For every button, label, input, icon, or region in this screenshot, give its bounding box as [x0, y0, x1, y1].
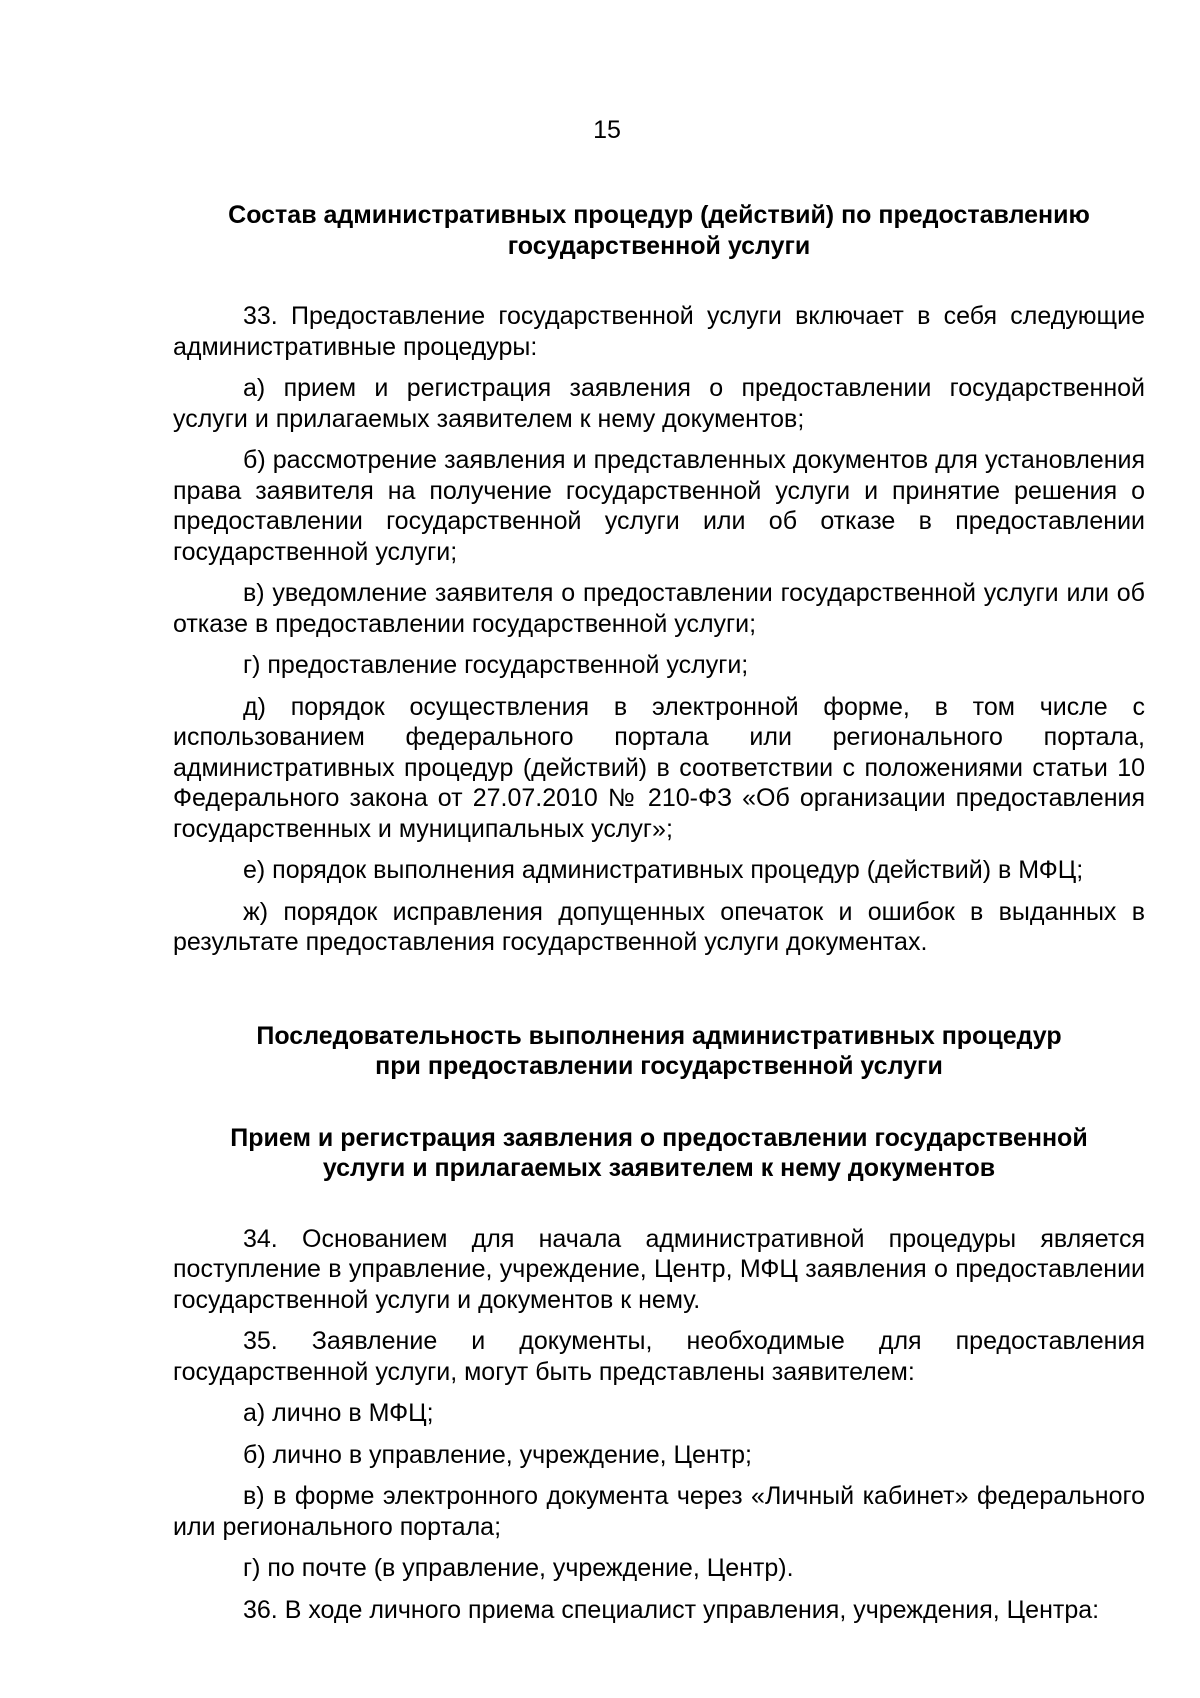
list-item-a: а) прием и регистрация заявления о предоставлении государственной услуги и прилагаемых заявителем к нему документов; — [173, 374, 1145, 433]
document-body — [173, 200, 1145, 1636]
spacer — [173, 261, 1145, 301]
paragraph-35: 35. Заявление и документы, необходимые для предоставления государственной услуги, могут быть представлены заявителем: — [173, 1327, 1145, 1386]
list-item-a: а) лично в МФЦ; — [243, 1399, 434, 1427]
list-item-b: б) рассмотрение заявления и представленных документов для установления права заявителя на получение государственной услуги и принятие решения о предоставлении государственной услуги или об отказе в предоставлении государственной услуги; — [173, 446, 1145, 566]
paragraph-36: 36. В ходе личного приема специалист управления, учреждения, Центра: — [243, 1595, 1100, 1624]
heading-line: Состав административных процедур (действий) по предоставлению — [228, 201, 1090, 229]
list-item-v: в) в форме электронного документа через «Личный кабинет» федерального или регионального портала; — [173, 1482, 1145, 1541]
page-number: 15 — [593, 116, 621, 144]
section-heading-reception — [173, 1123, 1145, 1184]
heading-line: услуги и прилагаемых заявителем к нему документов — [322, 1154, 996, 1182]
paragraph-34: 34. Основанием для начала административной процедуры является поступление в управление, учреждение, Центр, МФЦ заявления о предоставлении государственной услуги и документов к нему. — [173, 1224, 1145, 1314]
heading-line: государственной услуги — [507, 231, 811, 260]
paragraph-33: 33. Предоставление государственной услуги включает в себя следующие административные процедуры: — [173, 302, 1145, 361]
section-heading-composition — [173, 200, 1145, 261]
list-item-d: д) порядок осуществления в электронной форме, в том числе с использованием федерального портала или регионального портала, административных процедур (действий) в соответствии с положениями статьи 10 Федерального закона от 27.07.2010 № 210-ФЗ «Об организации предоставления государственных и муниципальных услуг»; — [173, 692, 1145, 843]
list-item-v: в) уведомление заявителя о предоставлении государственной услуги или об отказе в предоставлении государственной услуги; — [173, 579, 1145, 638]
list-item-g: г) предоставление государственной услуги; — [243, 651, 749, 679]
list-item-g: г) по почте (в управление, учреждение, Центр). — [243, 1554, 794, 1582]
spacer — [173, 969, 1145, 1021]
heading-line: Последовательность выполнения административных процедур — [256, 1021, 1062, 1050]
section-heading-sequence — [173, 1021, 1145, 1082]
spacer — [173, 1184, 1145, 1224]
heading-line: Прием и регистрация заявления о предоставлении государственной — [230, 1123, 1088, 1152]
list-item-zh: ж) порядок исправления допущенных опечаток и ошибок в выданных в результате предоставления государственной услуги документах. — [173, 897, 1145, 956]
heading-line: при предоставлении государственной услуги — [375, 1052, 943, 1080]
list-item-b: б) лично в управление, учреждение, Центр; — [243, 1440, 752, 1469]
list-item-e: е) порядок выполнения административных процедур (действий) в МФЦ; — [243, 856, 1084, 884]
spacer — [173, 1082, 1145, 1123]
